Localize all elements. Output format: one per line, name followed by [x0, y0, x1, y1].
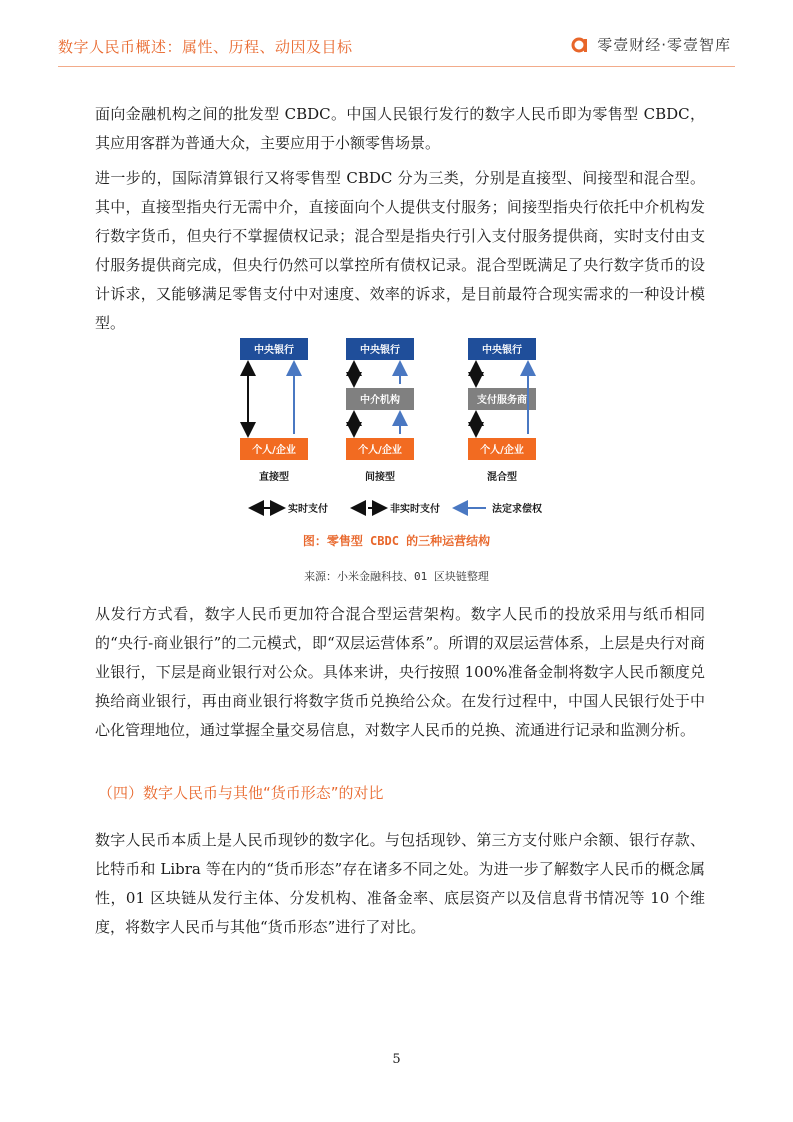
- section-heading: （四）数字人民币与其他“货币形态”的对比: [98, 784, 384, 802]
- paragraph-3: 从发行方式看，数字人民币更加符合混合型运营架构。数字人民币的投放采用与纸币相同的“央行-商业银行”的二元模式，即“双层运营体系”。所谓的双层运营体系，上层是央行对商业银行，下层是商业银行对公众。具体来讲，央行按照 100%准备金制将数字人民币额度兑换给商业银行，再由商业银行将数字货币兑换给公众。在发行过程中，中国人民银行处于中心化管理地位，通过掌握全量交易信息，对数字人民币的兑换、流通进行记录和监测分析。: [95, 605, 705, 739]
- direct-label: 直接型: [259, 472, 289, 483]
- legend-nonrealtime-label: 非实时支付: [390, 504, 440, 515]
- legend-realtime-label: 实时支付: [288, 504, 328, 515]
- page-header: [0, 0, 793, 66]
- indirect-intermediary-label: 中介机构: [360, 395, 400, 406]
- indirect-structure: [346, 338, 414, 483]
- hybrid-central-bank-label: 中央银行: [482, 345, 522, 356]
- direct-structure: [240, 338, 308, 483]
- paragraph-1: 面向金融机构之间的批发型 CBDC。中国人民银行发行的数字人民币即为零售型 CBDC，其应用客群为普通大众，主要应用于小额零售场景。: [95, 105, 705, 152]
- indirect-person-label: 个人/企业: [358, 445, 402, 456]
- hybrid-structure: [468, 338, 536, 483]
- brand-logo-icon: [571, 36, 589, 54]
- header-divider: [58, 66, 735, 67]
- indirect-central-bank-label: 中央银行: [360, 345, 400, 356]
- legend-claim-label: 法定求偿权: [492, 504, 542, 515]
- indirect-label: 间接型: [365, 472, 395, 483]
- document-title: 数字人民币概述：属性、历程、动因及目标: [58, 38, 353, 56]
- hybrid-label: 混合型: [487, 472, 517, 483]
- direct-central-bank-label: 中央银行: [254, 345, 294, 356]
- brand: [571, 34, 731, 55]
- page-number: 5: [392, 1052, 401, 1067]
- brand-name: 零壹财经·零壹智库: [597, 36, 731, 54]
- paragraph-2: 进一步的，国际清算银行又将零售型 CBDC 分为三类，分别是直接型、间接型和混合型。其中，直接型指央行无需中介，直接面向个人提供支付服务；间接型指央行依托中介机构发行数字货币，但央行不掌握债权记录；混合型是指央行引入支付服务提供商，实时支付由支付服务提供商完成，但央行仍然可以掌控所有债权记录。混合型既满足了央行数字货币的设计诉求，又能够满足零售支付中对速度、效率的诉求，是目前最符合现实需求的一种设计模型。: [95, 169, 705, 332]
- figure-source: 来源：小米金融科技、01 区块链整理: [304, 570, 489, 583]
- hybrid-person-label: 个人/企业: [480, 445, 524, 456]
- cbdc-structure-diagram: [230, 330, 560, 520]
- figure-caption: 图：零售型 CBDC 的三种运营结构: [302, 534, 491, 548]
- direct-person-label: 个人/企业: [252, 445, 296, 456]
- hybrid-payment-provider-label: 支付服务商: [477, 395, 527, 406]
- diagram-legend: [252, 502, 543, 515]
- paragraph-4: 数字人民币本质上是人民币现钞的数字化。与包括现钞、第三方支付账户余额、银行存款、比特币和 Libra 等在内的“货币形态”存在诸多不同之处。为进一步了解数字人民币的概念属性，01 区块链从发行主体、分发机构、准备金率、底层资产以及信息背书情况等 10 个维度，将数字人民币与其他“货币形态”进行了对比。: [95, 831, 705, 936]
